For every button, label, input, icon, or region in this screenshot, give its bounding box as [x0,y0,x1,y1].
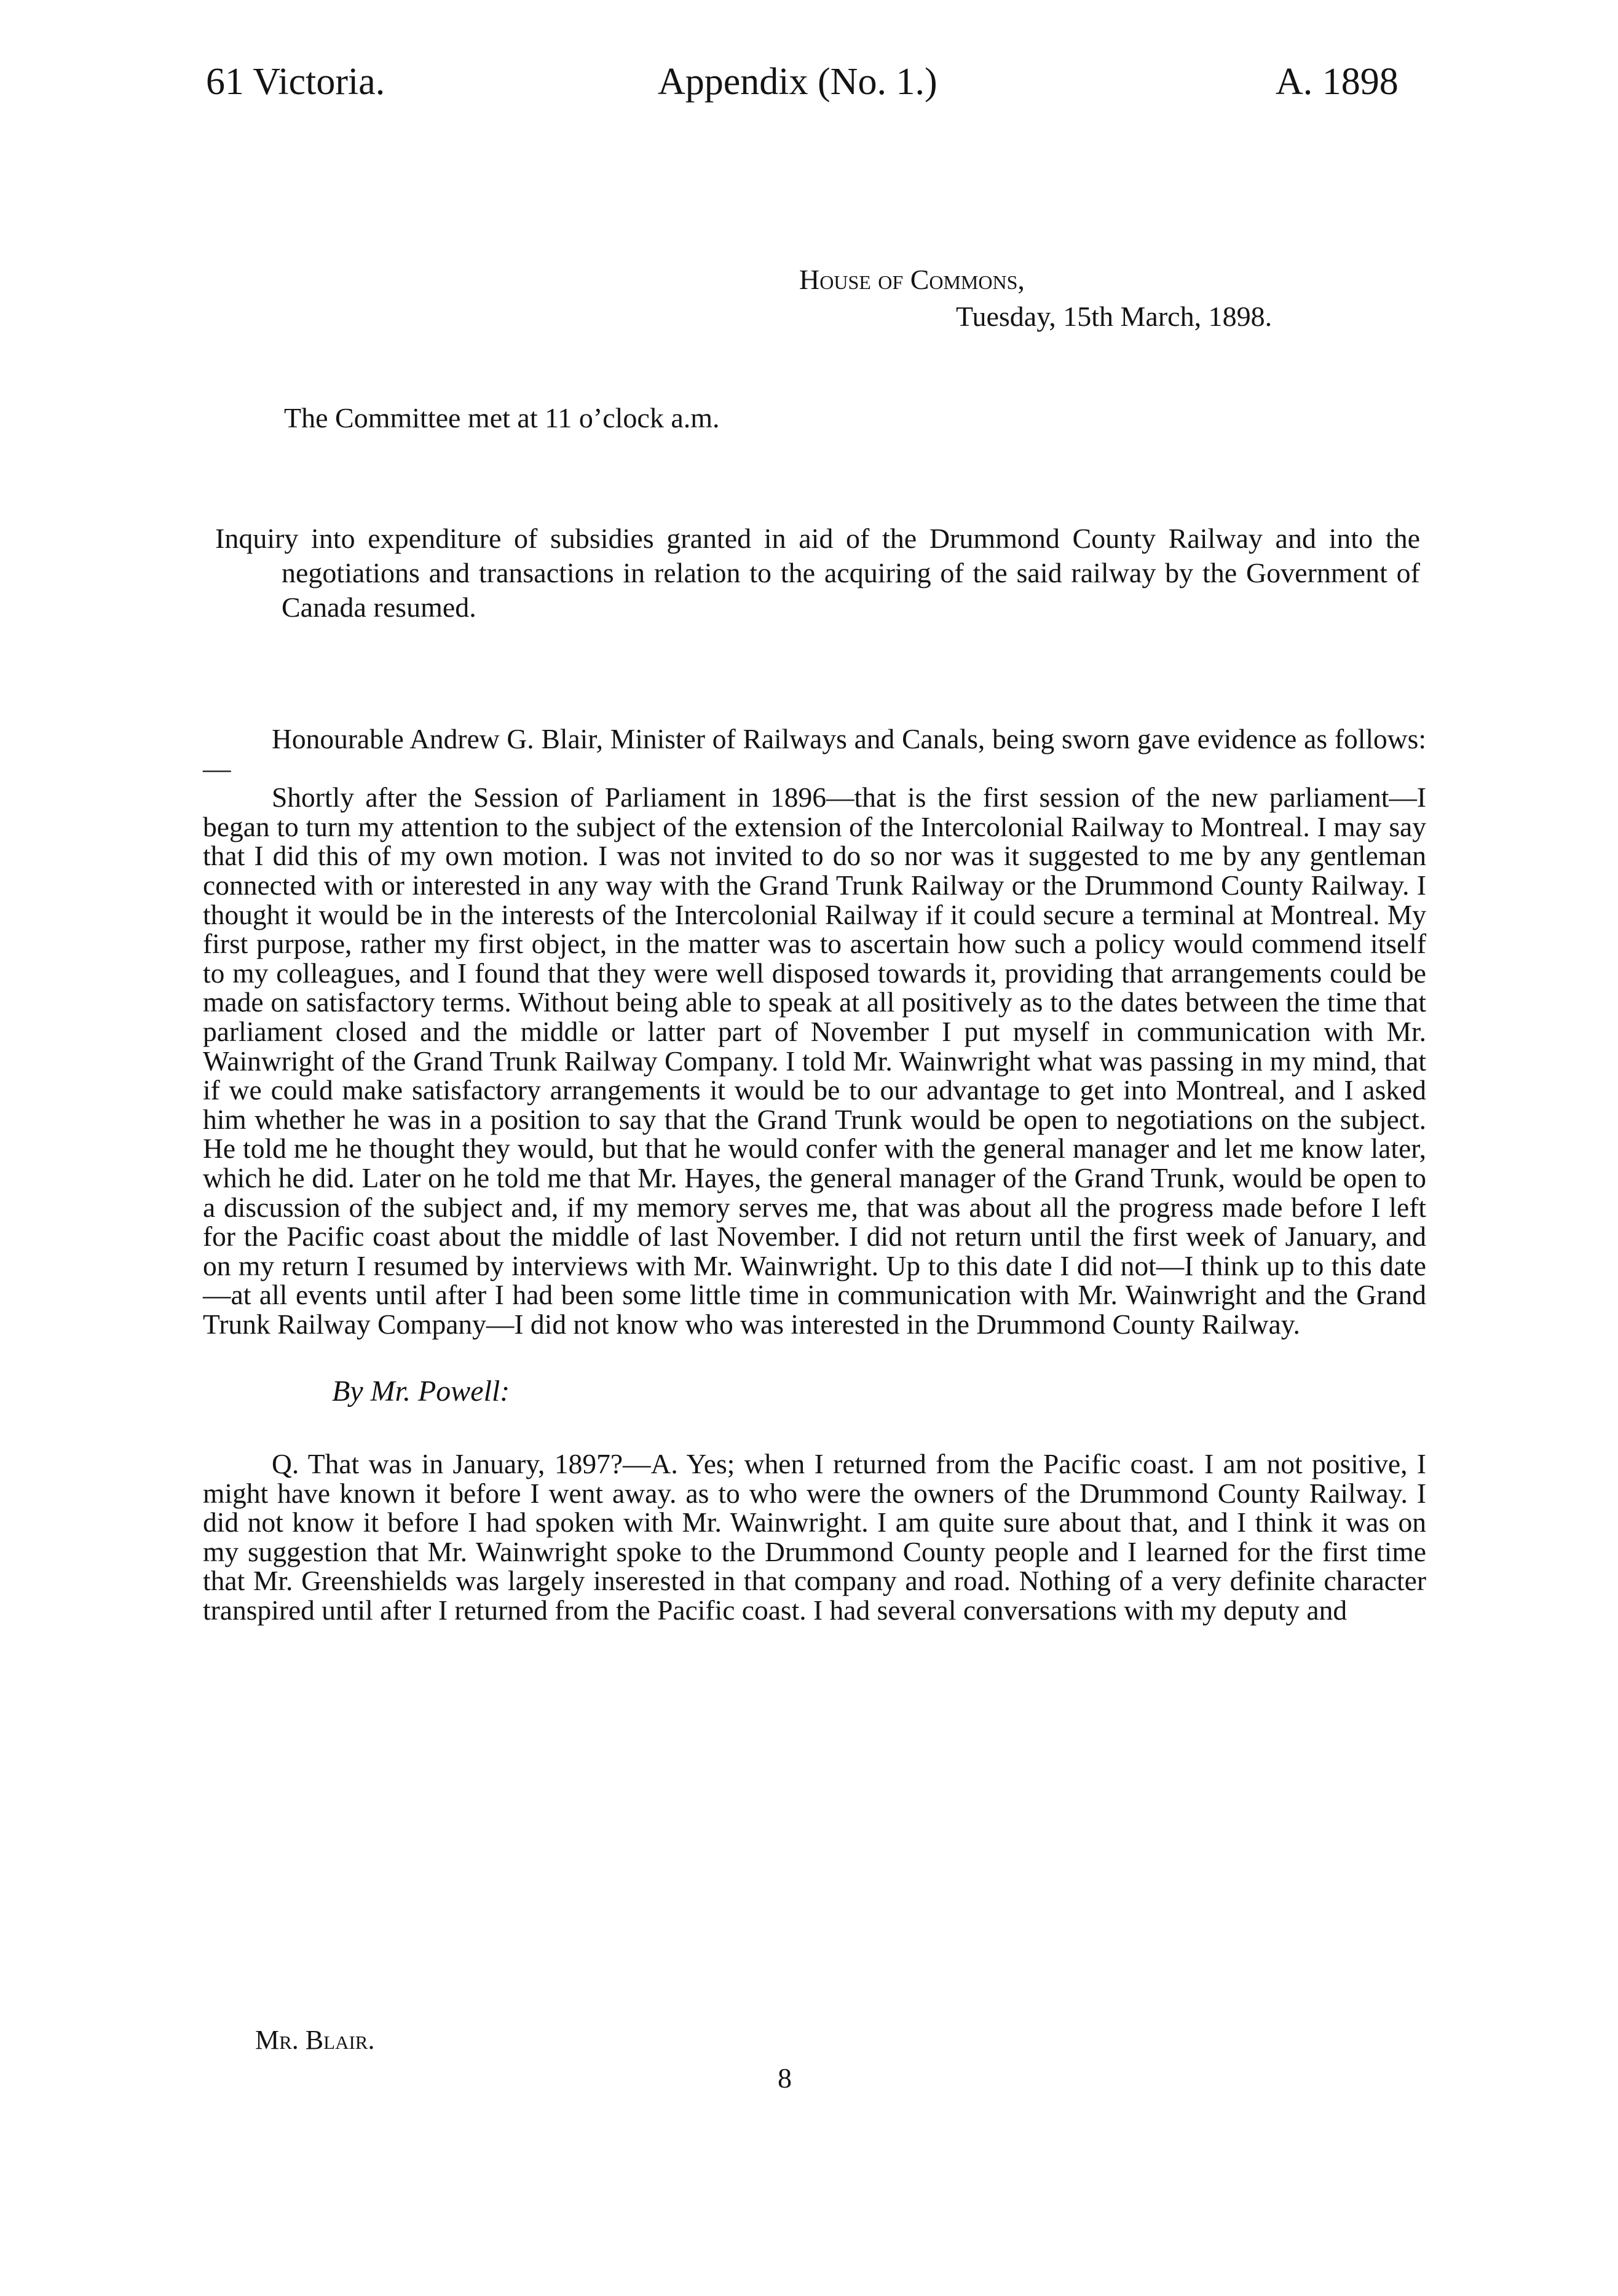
running-header [0,54,1618,109]
page-number: 8 [778,2062,792,2094]
dateline-house: House of Commons, [799,264,1025,295]
header-appendix: Appendix (No. 1.) [658,61,937,103]
question-paragraph: Q. That was in January, 1897?—A. Yes; when I returned from the Pacific coast. I am not positive, I might have known it before I went away. as to who were the owners of the Drummond County Railway. I did not know it before I had spoken with Mr. Wainwright. I am quite sure about that, and I think it was on my suggestion that Mr. Wainwright spoke to the Drummond County people and I learned for the first time that Mr. Greenshields was largely inserested in that company and road. Nothing of a very definite character transpired until after I returned from the Pacific coast. I had several conversations with my deputy and [203,1448,1426,1626]
examiner-heading: By Mr. Powell: [332,1375,510,1408]
inquiry-paragraph [215,521,1420,625]
meeting-statement: The Committee met at 11 o’clock a.m. [284,402,720,433]
footer-signature: Mr. Blair. [255,2025,375,2055]
testimony-body [203,724,1426,1625]
dateline-date: Tuesday, 15th March, 1898. [956,301,1273,332]
inquiry-text: Inquiry into expenditure of subsidies granted in aid of the Drummond County Railway and into the negotiations and transactions in relation to the acquiring of the said railway by the Government of Canada resumed. [215,523,1420,623]
testimony-paragraph: Shortly after the Session of Parliament in 1896—that is the first session of the new parliament—I began to turn my attention to the subject of the extension of the Intercolonial Railway to Montreal. I may say that I did this of my own motion. I was not invited to do so nor was it suggested to me by any gentleman connected with or interested in any way with the Grand Trunk Railway or the Drummond County Railway. I thought it would be in the interests of the Intercolonial Railway if it could secure a terminal at Montreal. My first purpose, rather my first object, in the matter was to ascertain how such a policy would commend itself to my colleagues, and I found that they were well disposed towards it, providing that arrangements could be made on satisfactory terms. Without being able to speak at all positively as to the dates between the time that parliament closed and the middle or latter part of November I put myself in communication with Mr. Wainwright of the Grand Trunk Railway Company. I told Mr. Wainwright what was passing in my mind, that if we could make satisfactory arrangements it would be to our advantage to get into Montreal, and I asked him whether he was in a position to say that the Grand Trunk would be open to negotiations on the subject. He told me he thought they would, but that he would confer with the general manager and let me know later, which he did. Later on he told me that Mr. Hayes, the general manager of the Grand Trunk, would be open to a discussion of the subject and, if my memory serves me, that was about all the progress made before I left for the Pacific coast about the middle of last November. I did not return until the first week of January, and on my return I resumed by interviews with Mr. Wainwright. Up to this date I did not—I think up to this date—at all events until after I had been some little time in communication with Mr. Wainwright and the Grand Trunk Railway Company—I did not know who was interested in the Drummond County Railway. [203,782,1426,1340]
header-year: A. 1898 [1276,61,1399,103]
dateline [799,261,1272,335]
header-session: 61 Victoria. [206,61,385,103]
witness-intro: Honourable Andrew G. Blair, Minister of Railways and Canals, being sworn gave evidence as follows:— [203,723,1426,784]
